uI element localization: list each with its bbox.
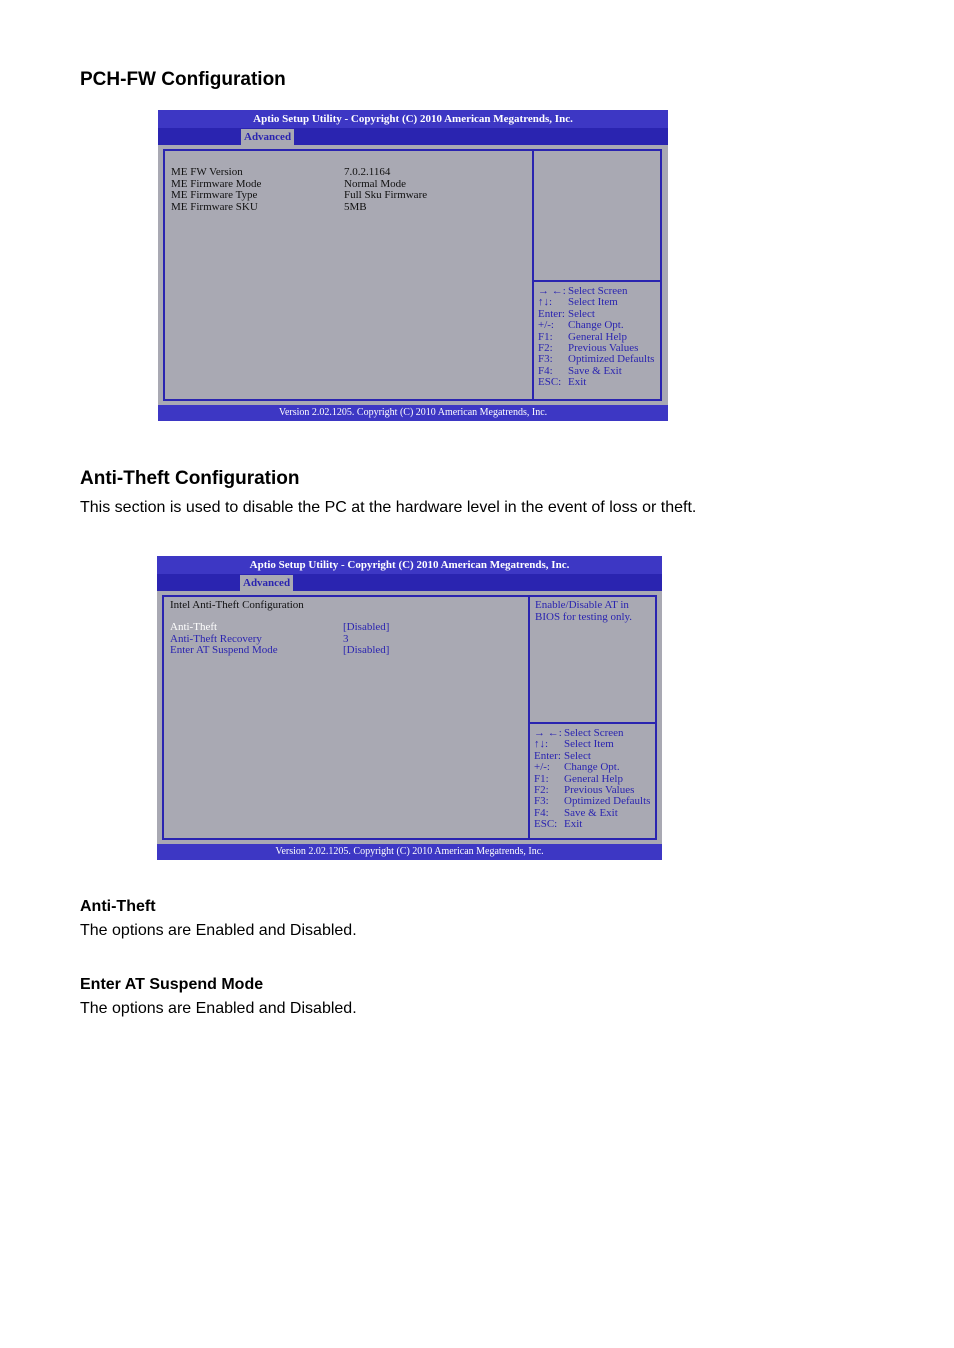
key-item: ESC: Exit — [534, 818, 583, 831]
bios-title-bar: Aptio Setup Utility - Copyright (C) 2010 American Megatrends, Inc. — [158, 110, 668, 128]
bios-main-panel: Intel Anti-Theft Configuration Anti-Theft [Disabled] Anti-Theft Recovery 3 Enter AT Suspend Mode [Disabled] — [162, 595, 530, 840]
bios-screenshot-pch-fw — [158, 110, 668, 421]
row-value: 3 — [343, 632, 349, 645]
anti-theft-config-heading: Anti-Theft Configuration — [80, 468, 300, 489]
bios-key-legend — [528, 722, 657, 840]
tab-advanced[interactable]: Advanced — [241, 129, 294, 145]
key-item: F2: Previous Values — [538, 342, 639, 355]
bios-help-panel — [528, 595, 657, 724]
bios-footer: Version 2.02.1205. Copyright (C) 2010 American Megatrends, Inc. — [158, 405, 668, 421]
key-item: ↑↓: Select Item — [538, 296, 618, 309]
help-text: Enable/Disable AT in BIOS for testing only. — [535, 599, 633, 623]
key-item: → ←: Select Screen — [534, 727, 624, 739]
bios-help-panel — [532, 149, 662, 282]
anti-theft-heading: Anti-Theft — [80, 898, 156, 915]
row-value: Normal Mode — [344, 177, 407, 190]
row-label: Anti-Theft — [170, 621, 218, 633]
bios-key-legend — [532, 280, 662, 401]
enter-at-suspend-options-text: The options are Enabled and Disabled. — [80, 1000, 357, 1017]
bios-main-panel — [163, 149, 534, 401]
row-value: [Disabled] — [343, 621, 390, 633]
key-item: ESC: Exit — [538, 376, 587, 389]
key-item: F4: Save & Exit — [534, 806, 618, 819]
key-item: ↑↓: Select Item — [534, 738, 614, 751]
key-item: F3: Optimized Defaults — [538, 353, 655, 366]
row-label: ME Firmware Mode — [171, 177, 262, 190]
bios-screenshot-anti-theft — [157, 556, 662, 860]
row-label: ME Firmware Type — [171, 189, 258, 201]
key-item: F4: Save & Exit — [538, 364, 622, 377]
row-value: 7.0.2.1164 — [344, 166, 391, 178]
key-item: F3: Optimized Defaults — [534, 795, 651, 808]
pch-fw-heading: PCH-FW Configuration — [80, 69, 286, 90]
key-item: F1: General Help — [534, 772, 623, 785]
bios-tab-bar — [157, 574, 662, 591]
key-item: Enter: Select — [534, 749, 591, 762]
bios-tab-bar — [158, 128, 668, 145]
bios-footer: Version 2.02.1205. Copyright (C) 2010 American Megatrends, Inc. — [157, 844, 662, 860]
row-value: 5MB — [344, 200, 367, 213]
row-label: ME Firmware SKU — [171, 200, 258, 213]
row-label: Enter AT Suspend Mode — [170, 644, 278, 656]
anti-theft-options-text: The options are Enabled and Disabled. — [80, 922, 357, 939]
key-item: → ←: Select Screen — [538, 285, 628, 297]
row-label: ME FW Version — [171, 166, 243, 178]
anti-theft-description: This section is used to disable the PC at the hardware level in the event of loss or theft. — [80, 499, 697, 516]
key-list — [534, 728, 650, 831]
row-value: Full Sku Firmware — [344, 189, 428, 201]
row-label: Anti-Theft Recovery — [170, 632, 262, 645]
key-item: +/-: Change Opt. — [534, 761, 620, 774]
key-item: +/-: Change Opt. — [538, 319, 624, 332]
enter-at-suspend-heading: Enter AT Suspend Mode — [80, 976, 264, 993]
row-value: [Disabled] — [343, 644, 390, 656]
bios-title-bar: Aptio Setup Utility - Copyright (C) 2010 American Megatrends, Inc. — [157, 556, 662, 574]
key-item: Enter: Select — [538, 307, 595, 320]
key-item: F1: General Help — [538, 330, 627, 343]
key-item: F2: Previous Values — [534, 784, 635, 797]
key-list — [538, 286, 654, 389]
tab-advanced[interactable]: Advanced — [240, 575, 293, 591]
